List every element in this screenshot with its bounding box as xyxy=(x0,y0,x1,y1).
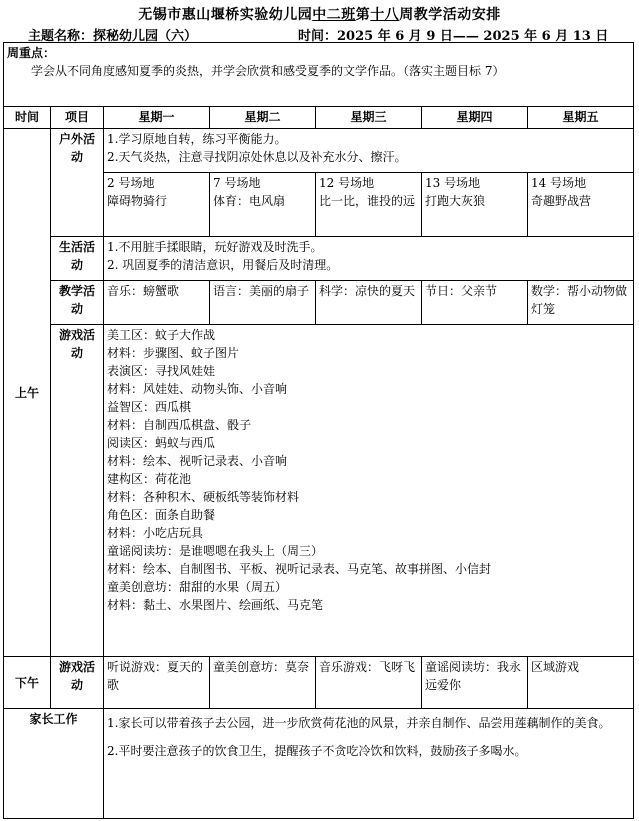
afternoon-day-cell: 区域游戏 xyxy=(528,657,634,709)
game-line: 材料：绘本、自制图书、平板、视听记录表、马克笔、故事拼图、小信封 xyxy=(107,562,492,576)
outdoor-goal: 1.学习原地自转，练习平衡能力。 xyxy=(107,132,287,146)
teaching-day-cell: 科学：凉快的夏天 xyxy=(316,281,422,325)
title-suffix: 周教学活动安排 xyxy=(399,7,501,23)
col-header-time: 时间 xyxy=(4,107,51,129)
schedule-table xyxy=(3,42,634,819)
col-header-day: 星期三 xyxy=(316,107,422,129)
game-line: 材料：黏土、水果图片、绘画纸、马克笔 xyxy=(107,598,324,612)
afternoon-day-cell: 童谣阅读坊：我永远爱你 xyxy=(422,657,528,709)
col-header-day: 星期二 xyxy=(210,107,316,129)
focus-text: 学会从不同角度感知夏季的炎热，并学会欣赏和感受夏季的文学作品。（落实主题目标 7） xyxy=(31,64,505,78)
parents-line: 1.家长可以带着孩子去公园，进一步欣赏荷花池的风景，并亲自制作、品尝用莲藕制作的美食。 xyxy=(107,716,611,730)
game-line: 角色区：面条自助餐 xyxy=(107,508,216,522)
game-line: 童美创意坊：甜甜的水果（周五） xyxy=(107,580,288,594)
parents-label: 家长工作 xyxy=(4,709,104,819)
life-cell xyxy=(104,237,634,281)
life-row xyxy=(4,237,634,281)
afternoon-game-label: 游戏活动 xyxy=(51,657,104,709)
document-title xyxy=(0,4,639,24)
afternoon-day-cell: 童美创意坊：莫奈 xyxy=(210,657,316,709)
teaching-day-cell: 数学：帮小动物做灯笼 xyxy=(528,281,634,325)
focus-label: 周重点： xyxy=(7,46,56,60)
game-line: 材料：各种积木、硬板纸等装饰材料 xyxy=(107,490,300,504)
game-cell xyxy=(104,325,634,657)
game-line: 美工区：蚊子大作战 xyxy=(107,328,216,342)
afternoon-day-cell: 听说游戏：夏天的歌 xyxy=(104,657,210,709)
title-mid: 第 xyxy=(355,7,371,23)
title-prefix: 无锡市惠山堰桥实验幼儿园 xyxy=(138,7,313,23)
morning-label: 上午 xyxy=(4,129,51,657)
parents-line: 2.平时要注意孩子的饮食卫生，提醒孩子不贪吃冷饮和饮料，鼓励孩子多喝水。 xyxy=(107,744,527,758)
game-label: 游戏活动 xyxy=(51,325,104,657)
teaching-day-cell: 节日：父亲节 xyxy=(422,281,528,325)
game-line: 材料：自制西瓜棋盘、骰子 xyxy=(107,418,252,432)
outdoor-day-cell: 2 号场地 障碍物骑行 xyxy=(104,173,210,237)
teaching-day-cell: 音乐：螃蟹歌 xyxy=(104,281,210,325)
game-line: 童谣阅读坊：是谁嗯嗯在我头上（周三） xyxy=(107,544,324,558)
outdoor-day-cell: 12 号场地 比一比，谁投的远 xyxy=(316,173,422,237)
theme-label: 主题名称：探秘幼儿园（六） xyxy=(28,29,198,44)
col-header-day: 星期四 xyxy=(422,107,528,129)
teaching-day-cell: 语言：美丽的扇子 xyxy=(210,281,316,325)
game-line: 表演区：寻找风娃娃 xyxy=(107,364,216,378)
outdoor-day-cell: 13 号场地 打跑大灰狼 xyxy=(422,173,528,237)
col-header-day: 星期五 xyxy=(528,107,634,129)
class-name: 中二班 xyxy=(312,7,356,23)
teaching-label: 教学活动 xyxy=(51,281,104,325)
game-line: 材料：风娃娃、动物头饰、小音响 xyxy=(107,382,288,396)
life-line: 1.不用脏手揉眼睛，玩好游戏及时洗手。 xyxy=(107,240,323,254)
outdoor-goals xyxy=(104,129,634,173)
outdoor-label: 户外活动 xyxy=(51,129,104,237)
col-header-day: 星期一 xyxy=(104,107,210,129)
teaching-row xyxy=(4,281,634,325)
game-line: 益智区：西瓜棋 xyxy=(107,400,192,414)
game-line: 材料：小吃店玩具 xyxy=(107,526,204,540)
week-number: 十八 xyxy=(370,7,400,23)
game-line: 阅读区：蚂蚁与西瓜 xyxy=(107,436,216,450)
header-row xyxy=(4,107,634,129)
parents-row xyxy=(4,709,634,819)
game-line: 材料：步骤图、蚊子图片 xyxy=(107,346,240,360)
game-line: 建构区：荷花池 xyxy=(107,472,192,486)
time-range: 时间：2025 年 6 月 9 日—— 2025 年 6 月 13 日 xyxy=(298,29,609,44)
outdoor-day-cell: 14 号场地 奇趣野战营 xyxy=(528,173,634,237)
col-header-item: 项目 xyxy=(51,107,104,129)
outdoor-goals-row xyxy=(4,129,634,173)
life-line: 2. 巩固夏季的清洁意识，用餐后及时清理。 xyxy=(107,258,339,272)
game-row xyxy=(4,325,634,657)
afternoon-row xyxy=(4,657,634,709)
focus-cell xyxy=(4,43,634,107)
life-label: 生活活动 xyxy=(51,237,104,281)
parents-cell xyxy=(104,709,634,819)
afternoon-day-cell: 音乐游戏：飞呀飞 xyxy=(316,657,422,709)
outdoor-day-cell: 7 号场地 体育：电风扇 xyxy=(210,173,316,237)
outdoor-goal: 2.天气炎热，注意寻找阴凉处休息以及补充水分、擦汗。 xyxy=(107,150,407,164)
afternoon-label: 下午 xyxy=(4,657,51,709)
game-line: 材料：绘本、视听记录表、小音响 xyxy=(107,454,288,468)
focus-row xyxy=(4,43,634,107)
